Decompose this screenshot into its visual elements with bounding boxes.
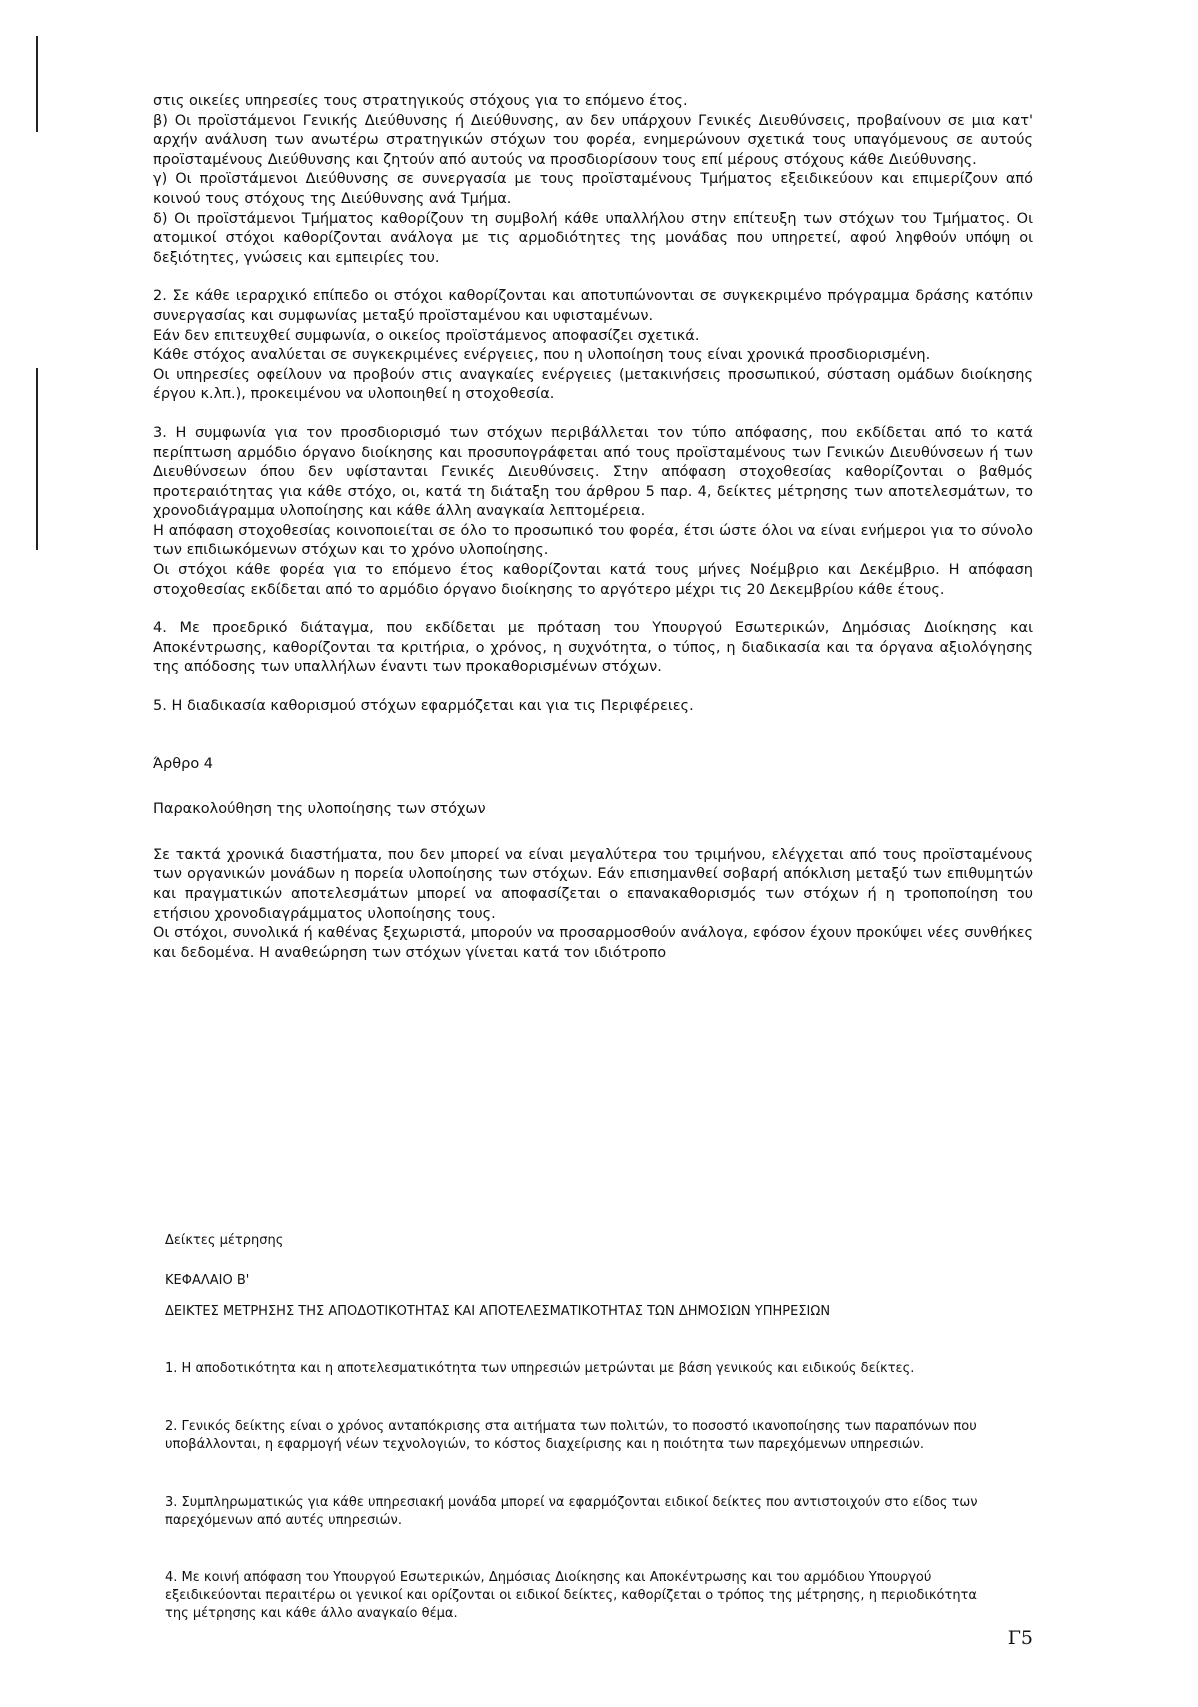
- para-3-line-3: Οι στόχοι κάθε φορέα για το επόμενο έτος καθορίζονται κατά τους μήνες Νοέμβριο και Δεκέμβριο. Η απόφαση στοχοθεσίας εκδίδεται από το αρμόδιο όργανο διοίκησης το αργότερο μέχρι τις 20 Δεκεμβρίου κάθε έτους.: [153, 562, 1033, 598]
- top-para-b: β) Οι προϊστάμενοι Γενικής Διεύθυνσης ή Διεύθυνσης, αν δεν υπάρχουν Γενικές Διευθύνσεις, προβαίνουν σε μια κατ' αρχήν ανάλυση των ανωτέρω στρατηγικών στόχων του φορέα, ενημερώνουν σχετικά τους υπαγόμενους σε αυτούς προϊσταμένους Διεύθυνσης και ζητούν από αυτούς να προσδιορίσουν τους επί μέρους στόχους κάθε Διεύθυνσης.: [153, 112, 1033, 168]
- article-subtitle: Παρακολούθηση της υλοποίησης των στόχων: [153, 801, 486, 818]
- indicator-item-1: 1. Η αποδοτικότητα και η αποτελεσματικότητα των υπηρεσιών μετρώνται με βάση γενικούς και ειδικούς δείκτες.: [165, 1361, 915, 1377]
- para-3-line-2: Η απόφαση στοχοθεσίας κοινοποιείται σε όλο το προσωπικό του φορέα, έτσι ώστε όλοι να είναι ενήμεροι για το σύνολο των επιδιωκόμενων στόχων και το χρόνο υλοποίησης.: [153, 522, 1033, 559]
- margin-line-top: [36, 36, 38, 132]
- top-para-c: γ) Οι προϊστάμενοι Διεύθυνσης σε συνεργασία με τους προϊσταμένους Τμήματος εξειδικεύουν και επιμερίζουν από κοινού τους στόχους της Διεύθυνσης ανά Τμήμα.: [153, 171, 1033, 207]
- para-5: 5. Η διαδικασία καθορισμού στόχων εφαρμόζεται και για τις Περιφέρειες.: [153, 698, 694, 715]
- page-number: Γ5: [1007, 1627, 1033, 1649]
- top-para-d: δ) Οι προϊστάμενοι Τμήματος καθορίζουν τη συμβολή κάθε υπαλλήλου στην επίτευξη των στόχων του Τμήματος. Οι ατομικοί στόχοι καθορίζονται ανάλογα με τις αρμοδιότητες της μονάδας που υπηρετεί, αφού ληφθούν υπόψη οι δεξιότητες, γνώσεις και εμπειρίες του.: [153, 210, 1033, 266]
- para-2-line-4: Οι υπηρεσίες οφείλουν να προβούν στις αναγκαίες ενέργειες (μετακινήσεις προσωπικού, σύσταση ομάδων διοίκησης έργου κ.λπ.), προκειμένου να υλοποιηθεί η στοχοθεσία.: [153, 366, 1033, 403]
- indicator-item-2: 2. Γενικός δείκτης είναι ο χρόνος ανταπόκρισης στα αιτήματα των πολιτών, το ποσοστό ικανοποίησης των παραπόνων που υποβάλλονται, η εφαρμογή νέων τεχνολογιών, το κόστος διαχείρισης και η ποιότητα των παρεχόμενων υπηρεσιών.: [165, 1419, 977, 1452]
- para-3-line-1: 3. Η συμφωνία για τον προσδιορισμό των στόχων περιβάλλεται τον τύπο απόφασης, που εκδίδεται από το κατά περίπτωση αρμόδιο όργανο διοίκησης και προσυπογράφεται από τους προϊσταμένους των Γενικών Διευθύνσεων ή των Διευθύνσεων όπου δεν υφίστανται Γενικές Διευθύνσεις. Στην απόφαση στοχοθεσίας καθορίζονται ο βαθμός προτεραιότητας για κάθε στόχο, οι, κατά τη διάταξη του άρθρου 5 παρ. 4, δείκτες μέτρησης των αποτελεσμάτων, το χρονοδιάγραμμα υλοποίησης και κάθε άλλη αναγκαία λεπτομέρεια.: [153, 424, 1033, 520]
- margin-line-bottom: [36, 368, 38, 550]
- para-2-line-3: Κάθε στόχος αναλύεται σε συγκεκριμένες ενέργειες, που η υλοποίηση τους είναι χρονικά προσδιορισμένη.: [153, 347, 931, 364]
- para-4: 4. Με προεδρικό διάταγμα, που εκδίδεται με πρόταση του Υπουργού Εσωτερικών, Δημόσιας Διοίκησης και Αποκέντρωσης, καθορίζονται τα κριτήρια, ο χρόνος, η συχνότητα, ο τύπος, η διαδικασία και τα όργανα αξιολόγησης της απόδοσης των υπαλλήλων έναντι των προκαθορισμένων στόχων.: [153, 620, 1033, 676]
- chapter-title: ΔΕΙΚΤΕΣ ΜΕΤΡΗΣΗΣ ΤΗΣ ΑΠΟΔΟΤΙΚΟΤΗΤΑΣ ΚΑΙ ΑΠΟΤΕΛΕΣΜΑΤΙΚΟΤΗΤΑΣ ΤΩΝ ΔΗΜΟΣΙΩΝ ΥΠΗΡΕΣΙΩΝ: [165, 1303, 831, 1319]
- indicators-section: [165, 1232, 995, 1636]
- article-title: Άρθρο 4: [153, 755, 214, 772]
- indicator-item-3: 3. Συμπληρωματικώς για κάθε υπηρεσιακή μονάδα μπορεί να εφαρμόζονται ειδικοί δείκτες που αντιστοιχούν στο είδος των παρεχόμενων από αυτές υπηρεσιών.: [165, 1494, 978, 1528]
- article-body-1: Σε τακτά χρονικά διαστήματα, που δεν μπορεί να είναι μεγαλύτερα του τριμήνου, ελέγχεται από τους προϊσταμένους των οργανικών μονάδων η πορεία υλοποίησης των στόχων. Εάν επισημανθεί σοβαρή απόκλιση μεταξύ των επιθυμητών και πραγματικών αποτελεσμάτων μπορεί να αποφασίζεται ο επανακαθορισμός των στόχων ή η τροποποίηση του ετήσιου χρονοδιαγράμματος υλοποίησης τους.: [153, 846, 1033, 922]
- top-line-1: στις οικείες υπηρεσίες τους στρατηγικούς στόχους για το επόμενο έτος.: [153, 93, 688, 109]
- indicator-item-4: 4. Με κοινή απόφαση του Υπουργού Εσωτερικών, Δημόσιας Διοίκησης και Αποκέντρωσης και του αρμόδιου Υπουργού εξειδικεύονται περαιτέρω οι γενικοί και ορίζονται οι ειδικοί δείκτες, καθορίζεται ο τρόπος της μέτρησης, η περιοδικότητα της μέτρησης και κάθε άλλο αναγκαίο θέμα.: [165, 1570, 977, 1621]
- document-body: [153, 92, 1033, 963]
- para-2-line-1: 2. Σε κάθε ιεραρχικό επίπεδο οι στόχοι καθορίζονται και αποτυπώνονται σε συγκεκριμένο πρόγραμμα δράσης κατόπιν συνεργασίας και συμφωνίας μεταξύ προϊσταμένου και υφισταμένων.: [153, 288, 1033, 324]
- indicators-label: Δείκτες μέτρησης: [165, 1233, 284, 1248]
- para-2-line-2: Εάν δεν επιτευχθεί συμφωνία, ο οικείος προϊστάμενος αποφασίζει σχετικά.: [153, 327, 700, 344]
- article-body-2: Οι στόχοι, συνολικά ή καθένας ξεχωριστά, μπορούν να προσαρμοσθούν ανάλογα, εφόσον έχουν προκύψει νέες συνθήκες και δεδομένα. Η αναθεώρηση των στόχων γίνεται κατά τον ιδιότροπο: [153, 925, 1033, 961]
- chapter-label: ΚΕΦΑΛΑΙΟ Β': [165, 1272, 250, 1288]
